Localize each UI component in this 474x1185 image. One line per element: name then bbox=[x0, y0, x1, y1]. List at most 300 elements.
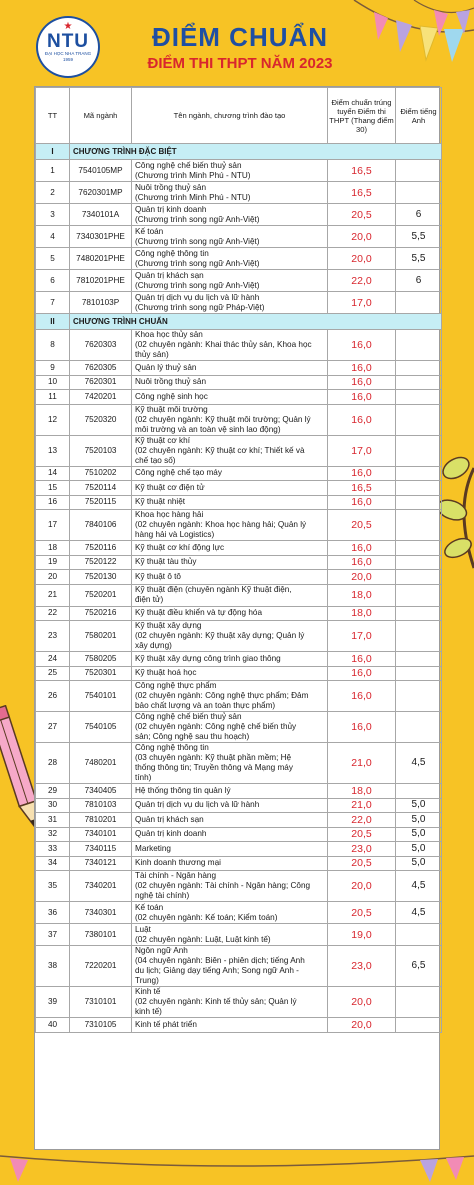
program-name-line: Quản trị khách sạn bbox=[135, 270, 204, 280]
program-name-line: (02 chuyên ngành: Khai thác thủy sản, Khoa học bbox=[135, 340, 312, 349]
table-row bbox=[36, 856, 442, 871]
table-row bbox=[36, 784, 442, 799]
english-score bbox=[396, 584, 442, 606]
program-name bbox=[132, 270, 328, 292]
program-name-line: Khoa học hàng hải bbox=[135, 510, 204, 519]
english-score: 5,0 bbox=[396, 827, 442, 842]
english-score bbox=[396, 1018, 442, 1033]
program-name-line: Công nghệ chế tạo máy bbox=[135, 468, 222, 478]
program-name bbox=[132, 1018, 328, 1033]
english-score: 5,5 bbox=[396, 248, 442, 270]
program-name-line: thủy sản) bbox=[135, 350, 169, 359]
english-score bbox=[396, 404, 442, 435]
program-name-line: Kỹ thuật xây dựng công trình giao thông bbox=[135, 653, 281, 663]
program-name-line: du lịch; Giảng dạy tiếng Anh; Song ngữ Anh - bbox=[135, 966, 299, 975]
table-row bbox=[36, 813, 442, 828]
program-code: 7310105 bbox=[70, 1018, 132, 1033]
program-name-line: nghệ tài chính) bbox=[135, 891, 190, 900]
header-english: Điểm tiếng Anh bbox=[396, 88, 442, 144]
cutoff-score: 16,0 bbox=[328, 466, 396, 481]
program-code: 7510202 bbox=[70, 466, 132, 481]
program-name-line: Công nghệ thông tin bbox=[135, 743, 209, 752]
program-name bbox=[132, 204, 328, 226]
program-name bbox=[132, 652, 328, 667]
star-icon: ★ bbox=[63, 21, 73, 32]
table-row bbox=[36, 248, 442, 270]
program-name-line: Tài chính - Ngân hàng bbox=[135, 871, 217, 880]
table-row bbox=[36, 541, 442, 556]
program-code: 7380101 bbox=[70, 924, 132, 946]
program-code: 7620303 bbox=[70, 330, 132, 361]
row-number: 15 bbox=[36, 481, 70, 496]
program-code: 7520114 bbox=[70, 481, 132, 496]
program-name bbox=[132, 510, 328, 541]
english-score bbox=[396, 924, 442, 946]
program-name bbox=[132, 621, 328, 652]
program-name-line: Công nghệ thực phẩm bbox=[135, 681, 217, 690]
logo-name: ĐẠI HỌC NHA TRANG bbox=[44, 51, 92, 56]
program-name-line: Kỹ thuật nhiệt bbox=[135, 497, 186, 507]
program-code: 7340301 bbox=[70, 902, 132, 924]
program-code: 7520130 bbox=[70, 570, 132, 585]
cutoff-score: 20,0 bbox=[328, 226, 396, 248]
logo-mark: NTU bbox=[46, 31, 90, 52]
cutoff-score: 16,0 bbox=[328, 375, 396, 390]
program-name-line: Quản trị dịch vụ du lịch và lữ hành bbox=[135, 292, 260, 302]
table-row bbox=[36, 330, 442, 361]
table-row bbox=[36, 798, 442, 813]
row-number: 18 bbox=[36, 541, 70, 556]
row-number: 22 bbox=[36, 606, 70, 621]
cutoff-score: 16,0 bbox=[328, 404, 396, 435]
cutoff-score: 21,0 bbox=[328, 743, 396, 784]
cutoff-score: 18,0 bbox=[328, 584, 396, 606]
row-number: 33 bbox=[36, 842, 70, 857]
program-name-line: Kỹ thuật ô tô bbox=[135, 571, 181, 581]
table-row bbox=[36, 1018, 442, 1033]
row-number: 29 bbox=[36, 784, 70, 799]
program-name-line: Công nghệ chế biến thuỷ sản bbox=[135, 160, 242, 170]
row-number: 10 bbox=[36, 375, 70, 390]
english-score bbox=[396, 292, 442, 314]
section-row bbox=[36, 144, 442, 160]
english-score bbox=[396, 361, 442, 376]
row-number: 9 bbox=[36, 361, 70, 376]
program-name bbox=[132, 182, 328, 204]
cutoff-score: 23,0 bbox=[328, 946, 396, 987]
cutoff-score: 20,5 bbox=[328, 204, 396, 226]
program-name-line: Trung) bbox=[135, 976, 159, 985]
row-number: 30 bbox=[36, 798, 70, 813]
program-code: 7520216 bbox=[70, 606, 132, 621]
program-name-line: (04 chuyên ngành: Biên - phiên dịch; tiếng Anh bbox=[135, 956, 305, 965]
program-name-line: Kỹ thuật xây dựng bbox=[135, 621, 202, 630]
program-code: 7520122 bbox=[70, 555, 132, 570]
pencil-decoration bbox=[0, 705, 36, 835]
program-name-line: điện tử) bbox=[135, 595, 164, 604]
english-score bbox=[396, 495, 442, 510]
row-number: 16 bbox=[36, 495, 70, 510]
cutoff-score: 17,0 bbox=[328, 621, 396, 652]
cutoff-score: 16,5 bbox=[328, 481, 396, 496]
english-score bbox=[396, 652, 442, 667]
program-name-line: tính) bbox=[135, 773, 152, 782]
program-name-line: Marketing bbox=[135, 843, 171, 853]
table-row bbox=[36, 160, 442, 182]
english-score bbox=[396, 570, 442, 585]
program-name bbox=[132, 292, 328, 314]
program-code: 7340201 bbox=[70, 871, 132, 902]
university-logo bbox=[36, 16, 100, 78]
row-number: 37 bbox=[36, 924, 70, 946]
cutoff-score: 20,5 bbox=[328, 856, 396, 871]
program-code: 7520116 bbox=[70, 541, 132, 556]
english-score bbox=[396, 160, 442, 182]
program-code: 7340115 bbox=[70, 842, 132, 857]
english-score bbox=[396, 784, 442, 799]
table-row bbox=[36, 712, 442, 743]
program-code: 7620301 bbox=[70, 375, 132, 390]
program-code: 7420201 bbox=[70, 390, 132, 405]
page-subtitle: ĐIỂM THI THPT NĂM 2023 bbox=[147, 55, 333, 72]
program-code: 7520115 bbox=[70, 495, 132, 510]
program-name-line: Kế toán bbox=[135, 226, 164, 236]
english-score bbox=[396, 435, 442, 466]
program-name bbox=[132, 924, 328, 946]
cutoff-score: 20,5 bbox=[328, 902, 396, 924]
program-code: 7540101 bbox=[70, 681, 132, 712]
program-name-line: Quản trị dịch vụ du lịch và lữ hành bbox=[135, 800, 260, 810]
table-row bbox=[36, 842, 442, 857]
program-name bbox=[132, 743, 328, 784]
program-name-line: Luật bbox=[135, 924, 151, 934]
cutoff-score: 16,0 bbox=[328, 495, 396, 510]
cutoff-score: 16,5 bbox=[328, 182, 396, 204]
program-name bbox=[132, 330, 328, 361]
row-number: 5 bbox=[36, 248, 70, 270]
program-name-line: (Chương trình song ngữ Anh-Việt) bbox=[135, 214, 260, 224]
cutoff-score: 16,0 bbox=[328, 666, 396, 681]
english-score bbox=[396, 987, 442, 1018]
program-name bbox=[132, 404, 328, 435]
program-name bbox=[132, 541, 328, 556]
program-name-line: hàng hải và Logistics) bbox=[135, 530, 215, 539]
cutoff-score: 20,0 bbox=[328, 570, 396, 585]
program-name bbox=[132, 712, 328, 743]
program-name-line: Công nghệ sinh học bbox=[135, 391, 208, 401]
page-title: ĐIỂM CHUẨN bbox=[151, 22, 329, 52]
program-code: 7340301PHE bbox=[70, 226, 132, 248]
row-number: 1 bbox=[36, 160, 70, 182]
program-name bbox=[132, 856, 328, 871]
program-code: 7520103 bbox=[70, 435, 132, 466]
program-code: 7540105MP bbox=[70, 160, 132, 182]
header-code: Mã ngành bbox=[70, 88, 132, 144]
row-number: 26 bbox=[36, 681, 70, 712]
table-row bbox=[36, 226, 442, 248]
table-row bbox=[36, 481, 442, 496]
program-name-line: (03 chuyên ngành: Kỹ thuật phần mềm; Hệ bbox=[135, 753, 292, 762]
section-number: I bbox=[36, 144, 70, 160]
table-row bbox=[36, 871, 442, 902]
program-code: 7220201 bbox=[70, 946, 132, 987]
row-number: 36 bbox=[36, 902, 70, 924]
table-row bbox=[36, 204, 442, 226]
cutoff-score: 16,0 bbox=[328, 390, 396, 405]
english-score: 5,0 bbox=[396, 842, 442, 857]
program-name bbox=[132, 361, 328, 376]
english-score bbox=[396, 681, 442, 712]
table-row bbox=[36, 666, 442, 681]
program-code: 7810201PHE bbox=[70, 270, 132, 292]
row-number: 39 bbox=[36, 987, 70, 1018]
row-number: 8 bbox=[36, 330, 70, 361]
table-row bbox=[36, 681, 442, 712]
table-row bbox=[36, 375, 442, 390]
section-number: II bbox=[36, 314, 70, 330]
table-header-row bbox=[36, 88, 442, 144]
program-name-line: Kỹ thuật cơ khí bbox=[135, 435, 190, 445]
program-name-line: (02 chuyên ngành: Công nghệ chế biến thủy bbox=[135, 722, 297, 731]
program-name bbox=[132, 226, 328, 248]
program-name-line: (Chương trình song ngữ Anh-Việt) bbox=[135, 236, 260, 246]
program-name bbox=[132, 681, 328, 712]
program-name bbox=[132, 390, 328, 405]
program-name-line: Ngôn ngữ Anh bbox=[135, 946, 188, 955]
program-name-line: Công nghệ chế biến thuỷ sản bbox=[135, 712, 242, 721]
table-row bbox=[36, 270, 442, 292]
program-name-line: (02 chuyên ngành: Kỹ thuật cơ khí; Thiết kế và bbox=[135, 445, 305, 455]
program-code: 7520301 bbox=[70, 666, 132, 681]
table-row bbox=[36, 390, 442, 405]
cutoff-score: 23,0 bbox=[328, 842, 396, 857]
program-name bbox=[132, 481, 328, 496]
program-code: 7340405 bbox=[70, 784, 132, 799]
cutoff-score-table bbox=[34, 86, 440, 1150]
program-code: 7580201 bbox=[70, 621, 132, 652]
program-code: 7620305 bbox=[70, 361, 132, 376]
program-code: 7810103P bbox=[70, 292, 132, 314]
program-name-line: Kế toán bbox=[135, 902, 164, 912]
row-number: 23 bbox=[36, 621, 70, 652]
row-number: 24 bbox=[36, 652, 70, 667]
program-code: 7520320 bbox=[70, 404, 132, 435]
program-name bbox=[132, 466, 328, 481]
table-row bbox=[36, 621, 442, 652]
english-score bbox=[396, 466, 442, 481]
program-name bbox=[132, 160, 328, 182]
row-number: 7 bbox=[36, 292, 70, 314]
program-name-line: Kinh tế phát triển bbox=[135, 1019, 197, 1029]
program-name-line: Kỹ thuật tàu thủy bbox=[135, 557, 197, 567]
program-name-line: Kinh tế bbox=[135, 987, 161, 996]
program-name-line: chế tạo số) bbox=[135, 455, 176, 465]
program-name-line: kinh tế) bbox=[135, 1007, 162, 1016]
english-score: 5,0 bbox=[396, 813, 442, 828]
table-row bbox=[36, 466, 442, 481]
program-name-line: Quản trị kinh doanh bbox=[135, 204, 207, 214]
program-code: 7310101 bbox=[70, 987, 132, 1018]
cutoff-score: 22,0 bbox=[328, 270, 396, 292]
cutoff-score: 17,0 bbox=[328, 435, 396, 466]
row-number: 14 bbox=[36, 466, 70, 481]
row-number: 34 bbox=[36, 856, 70, 871]
program-name-line: môi trường và an toàn vệ sinh lao động) bbox=[135, 424, 281, 434]
table-row bbox=[36, 946, 442, 987]
english-score: 6 bbox=[396, 270, 442, 292]
table-row bbox=[36, 510, 442, 541]
row-number: 35 bbox=[36, 871, 70, 902]
english-score bbox=[396, 510, 442, 541]
program-code: 7480201PHE bbox=[70, 248, 132, 270]
row-number: 11 bbox=[36, 390, 70, 405]
cutoff-score: 16,0 bbox=[328, 652, 396, 667]
program-name-line: thống thông tin; Truyền thông và Mạng máy bbox=[135, 763, 293, 772]
cutoff-score: 21,0 bbox=[328, 798, 396, 813]
program-code: 7520201 bbox=[70, 584, 132, 606]
english-score bbox=[396, 182, 442, 204]
row-number: 3 bbox=[36, 204, 70, 226]
table-row bbox=[36, 495, 442, 510]
program-name-line: Hệ thống thông tin quản lý bbox=[135, 785, 231, 795]
row-number: 32 bbox=[36, 827, 70, 842]
section-title: CHƯƠNG TRÌNH CHUẨN bbox=[70, 314, 442, 330]
row-number: 13 bbox=[36, 435, 70, 466]
program-name bbox=[132, 435, 328, 466]
program-name-line: Kỹ thuật môi trường bbox=[135, 404, 208, 414]
cutoff-score: 16,5 bbox=[328, 160, 396, 182]
section-row bbox=[36, 314, 442, 330]
program-code: 7540105 bbox=[70, 712, 132, 743]
english-score bbox=[396, 621, 442, 652]
table-row bbox=[36, 570, 442, 585]
cutoff-score: 16,0 bbox=[328, 330, 396, 361]
cutoff-score: 16,0 bbox=[328, 681, 396, 712]
section-title: CHƯƠNG TRÌNH ĐẶC BIỆT bbox=[70, 144, 442, 160]
program-name-line: Quản lý thuỷ sản bbox=[135, 362, 197, 372]
logo-year: 1959 bbox=[62, 57, 73, 62]
english-score: 6,5 bbox=[396, 946, 442, 987]
page-header bbox=[0, 0, 474, 84]
header-tt: TT bbox=[36, 88, 70, 144]
cutoff-score: 20,5 bbox=[328, 510, 396, 541]
row-number: 25 bbox=[36, 666, 70, 681]
cutoff-score: 20,0 bbox=[328, 871, 396, 902]
row-number: 4 bbox=[36, 226, 70, 248]
program-name-line: sản; Công nghệ sau thu hoạch) bbox=[135, 732, 250, 741]
english-score: 4,5 bbox=[396, 743, 442, 784]
bunting-decoration bbox=[344, 0, 474, 90]
program-name-line: Nuôi trồng thuỷ sản bbox=[135, 182, 207, 192]
row-number: 40 bbox=[36, 1018, 70, 1033]
header-name: Tên ngành, chương trình đào tạo bbox=[132, 88, 328, 144]
program-name-line: (Chương trình Minh Phú - NTU) bbox=[135, 192, 251, 202]
table-row bbox=[36, 652, 442, 667]
english-score bbox=[396, 712, 442, 743]
program-code: 7840106 bbox=[70, 510, 132, 541]
program-name-line: Khoa học thủy sản bbox=[135, 330, 203, 339]
program-name-line: Kinh doanh thương mại bbox=[135, 858, 221, 868]
english-score bbox=[396, 375, 442, 390]
program-name bbox=[132, 666, 328, 681]
table-row bbox=[36, 606, 442, 621]
program-name bbox=[132, 570, 328, 585]
row-number: 21 bbox=[36, 584, 70, 606]
program-name-line: (02 chuyên ngành: Kỹ thuật xây dựng; Quản lý bbox=[135, 631, 305, 640]
program-name-line: Quản trị kinh doanh bbox=[135, 829, 207, 839]
program-name bbox=[132, 248, 328, 270]
cutoff-score: 16,0 bbox=[328, 555, 396, 570]
program-name bbox=[132, 827, 328, 842]
cutoff-score: 16,0 bbox=[328, 712, 396, 743]
row-number: 17 bbox=[36, 510, 70, 541]
cutoff-score: 16,0 bbox=[328, 541, 396, 556]
cutoff-score: 20,0 bbox=[328, 987, 396, 1018]
program-code: 7480201 bbox=[70, 743, 132, 784]
english-score bbox=[396, 481, 442, 496]
program-code: 7340101 bbox=[70, 827, 132, 842]
program-code: 7340121 bbox=[70, 856, 132, 871]
program-name-line: (02 chuyên ngành: Luật, Luật kinh tế) bbox=[135, 934, 271, 944]
program-name bbox=[132, 784, 328, 799]
english-score bbox=[396, 390, 442, 405]
row-number: 2 bbox=[36, 182, 70, 204]
program-name-line: (Chương trình song ngữ Anh-Việt) bbox=[135, 258, 260, 268]
cutoff-score: 19,0 bbox=[328, 924, 396, 946]
row-number: 19 bbox=[36, 555, 70, 570]
english-score bbox=[396, 541, 442, 556]
table-row bbox=[36, 435, 442, 466]
program-name-line: Kỹ thuật điều khiển và tự động hóa bbox=[135, 608, 263, 618]
table-row bbox=[36, 827, 442, 842]
cutoff-score: 20,0 bbox=[328, 1018, 396, 1033]
english-score bbox=[396, 606, 442, 621]
program-name bbox=[132, 798, 328, 813]
table-row bbox=[36, 182, 442, 204]
table-row bbox=[36, 555, 442, 570]
row-number: 38 bbox=[36, 946, 70, 987]
program-name bbox=[132, 871, 328, 902]
table-row bbox=[36, 743, 442, 784]
program-name-line: (02 chuyên ngành: Khoa học hàng hải; Quản lý bbox=[135, 520, 307, 529]
program-name-line: (Chương trình Minh Phú - NTU) bbox=[135, 170, 251, 180]
english-score: 5,5 bbox=[396, 226, 442, 248]
english-score: 5,0 bbox=[396, 798, 442, 813]
program-name-line: xây dựng) bbox=[135, 641, 172, 650]
cutoff-score: 16,0 bbox=[328, 361, 396, 376]
table-row bbox=[36, 584, 442, 606]
program-name-line: Nuôi trồng thuỷ sản bbox=[135, 377, 207, 387]
program-name bbox=[132, 495, 328, 510]
program-code: 7580205 bbox=[70, 652, 132, 667]
program-name bbox=[132, 987, 328, 1018]
cutoff-score: 18,0 bbox=[328, 784, 396, 799]
program-name-line: Công nghệ thông tin bbox=[135, 248, 209, 258]
row-number: 27 bbox=[36, 712, 70, 743]
program-name-line: (Chương trình song ngữ Anh-Việt) bbox=[135, 280, 260, 290]
table-row bbox=[36, 902, 442, 924]
row-number: 12 bbox=[36, 404, 70, 435]
program-name bbox=[132, 584, 328, 606]
program-name-line: Kỹ thuật điện (chuyên ngành Kỹ thuật điện, bbox=[135, 585, 292, 594]
row-number: 31 bbox=[36, 813, 70, 828]
bottom-bunting-decoration bbox=[0, 1150, 474, 1185]
program-name bbox=[132, 842, 328, 857]
english-score bbox=[396, 666, 442, 681]
program-name-line: (02 chuyên ngành: Công nghệ thực phẩm; Đảm bbox=[135, 691, 309, 700]
program-name bbox=[132, 375, 328, 390]
program-code: 7620301MP bbox=[70, 182, 132, 204]
